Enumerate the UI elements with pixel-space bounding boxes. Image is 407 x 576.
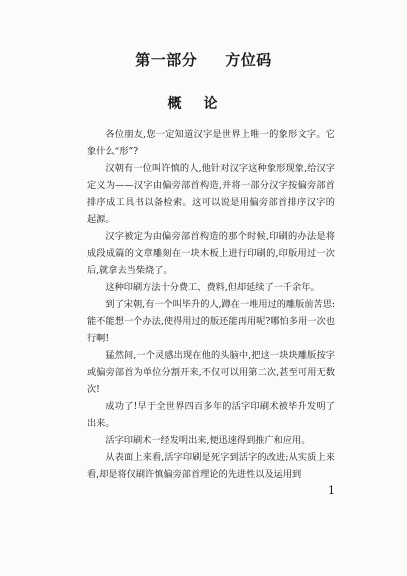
section-heading: 概论	[167, 96, 240, 112]
paragraph: 从表面上来看,活字印刷是死字到活字的改进;从实质上来看,却是将仅刷许慎偏旁部首理论的先进性以及运用到	[87, 452, 335, 480]
paragraph: 到了宋朝,有一个叫毕升的人,蹲在一堆用过的雕版前苦思:能不能想一个办法,使得用过的版还能再用呢?哪怕多用一次也行啊!	[87, 299, 335, 344]
paragraph: 这种印刷方法十分费工、费料,但却延续了一千余年。	[105, 282, 320, 293]
part-title: 方位码	[225, 51, 272, 69]
part-heading	[0, 49, 407, 70]
paragraph: 猛然间,一个灵感出现在他的头脑中,把这一块块雕版按字或偏旁部首为单位分割开来,不仅可以用第二次,甚至可用无数次!	[87, 350, 335, 395]
body-text	[87, 126, 335, 483]
paragraph: 成功了!早于全世界四百多年的活字印刷术被毕升发明了出来。	[87, 401, 335, 429]
page-number: 1	[328, 484, 335, 497]
paragraph: 汉字被定为由偏旁部首构造的那个时候,印刷的办法是将成段成篇的文章雕刻在一块木板上进行印刷的,印版用过一次后,就拿去当柴烧了。	[87, 231, 335, 276]
paragraph: 汉朝有一位叫许慎的人,他针对汉字这种象形现象,给汉字定义为——汉字由偏旁部首构造,并将一部分汉字按偏旁部首排序成工具书以备检索。这可以说是用偏旁部首排序汉字的起源。	[87, 163, 335, 225]
paragraph: 活字印刷术一经发明出来,便迅速得到推广和应用。	[105, 435, 311, 446]
part-label: 第一部分	[135, 51, 198, 69]
paragraph: 各位朋友,您一定知道汉字是世界上唯一的象形文字。它象什么“形”?	[87, 129, 335, 157]
